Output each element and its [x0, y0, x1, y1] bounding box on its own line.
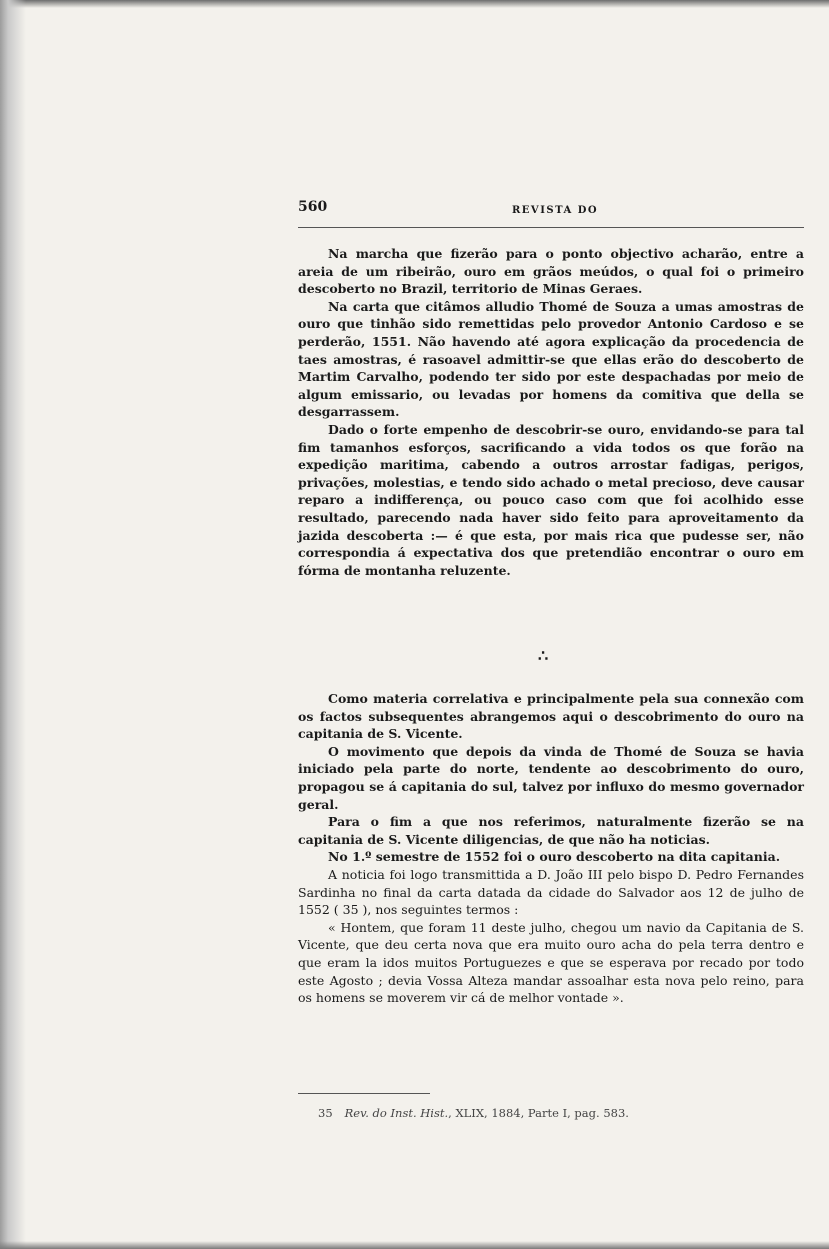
footnote-source-title: Rev. do Inst. Hist. — [344, 1106, 449, 1120]
paragraph: Para o fim a que nos referimos, naturalmente fizerão se na capitania de S. Vicente diligencias, de que não ha noticias. — [298, 814, 804, 847]
footnote — [318, 1106, 798, 1120]
section-one — [298, 245, 804, 579]
page-header — [298, 197, 804, 228]
paragraph: A noticia foi logo transmittida a D. João III pelo bispo D. Pedro Fernandes Sardinha no final da carta datada da cidade do Salvador aos 12 de julho de 1552 ( 35 ), nos seguintes termos : — [298, 866, 804, 918]
quotation-paragraph: « Hontem, que foram 11 deste julho, chegou um navio da Capitania de S. Vicente, que deu certa nova que era muito ouro acha do pela terra dentro e que eram la idos muitos Portuguezes e que se esperava por recado por todo este Agosto ; devia Vossa Alteza mandar assoalhar esta nova pelo reino, para os homens se moverem vir cá de melhor vontade ». — [298, 919, 804, 1006]
running-head: REVISTA DO — [512, 205, 599, 216]
section-divider-mark: ∴ — [538, 646, 547, 665]
paragraph: Na marcha que fizerão para o ponto objectivo acharão, entre a areia de um ribeirão, ouro em grãos meúdos, o qual foi o primeiro descoberto no Brazil, territorio de Minas Geraes. — [298, 246, 804, 297]
paragraph: No 1.º semestre de 1552 foi o ouro descoberto na dita capitania. — [328, 849, 781, 865]
scan-bottom-edge — [0, 1241, 829, 1249]
footnote-rule — [298, 1093, 430, 1094]
footnote-reference: , XLIX, 1884, Parte I, pag. 583. — [448, 1106, 629, 1120]
page-number: 560 — [298, 199, 328, 215]
scan-left-edge — [0, 0, 26, 1249]
section-two — [298, 690, 804, 1007]
paragraph: Dado o forte empenho de descobrir-se ouro, envidando-se para tal fim tamanhos esforços, sacrificando a vida todos os que forão na expedição maritima, cabendo a outros arrostar fadigas, perigos, privações, molestias, e tendo sido achado o metal precioso, deve causar reparo a indifferença, ou pouco caso com que foi acolhido esse resultado, parecendo nada haver sido feito para aproveitamento da jazida descoberta :— é que esta, por mais rica que pudesse ser, não correspondia á expectativa dos que pretendião encontrar o ouro em fórma de montanha reluzente. — [298, 421, 804, 578]
paragraph: O movimento que depois da vinda de Thomé de Souza se havia iniciado pela parte do norte, tendente ao descobrimento do ouro, propagou se á capitania do sul, talvez por influxo do mesmo governador geral. — [298, 743, 804, 812]
paragraph: Na carta que citâmos alludio Thomé de Souza a umas amostras de ouro que tinhão sido remettidas pelo provedor Antonio Cardoso e se perderão, 1551. Não havendo até agora explicação da procedencia de taes amostras, é rasoavel admittir-se que ellas erão do descoberto de Martim Carvalho, podendo ter sido por este despachadas por meio de algum emissario, ou levadas por homens da comitiva que della se desgarrassem. — [298, 298, 804, 420]
footnote-number: 35 — [318, 1106, 333, 1120]
scan-top-edge — [0, 0, 829, 8]
paragraph: Como materia correlativa e principalmente pela sua connexão com os factos subsequentes abrangemos aqui o descobrimento do ouro na capitania de S. Vicente. — [298, 691, 804, 742]
